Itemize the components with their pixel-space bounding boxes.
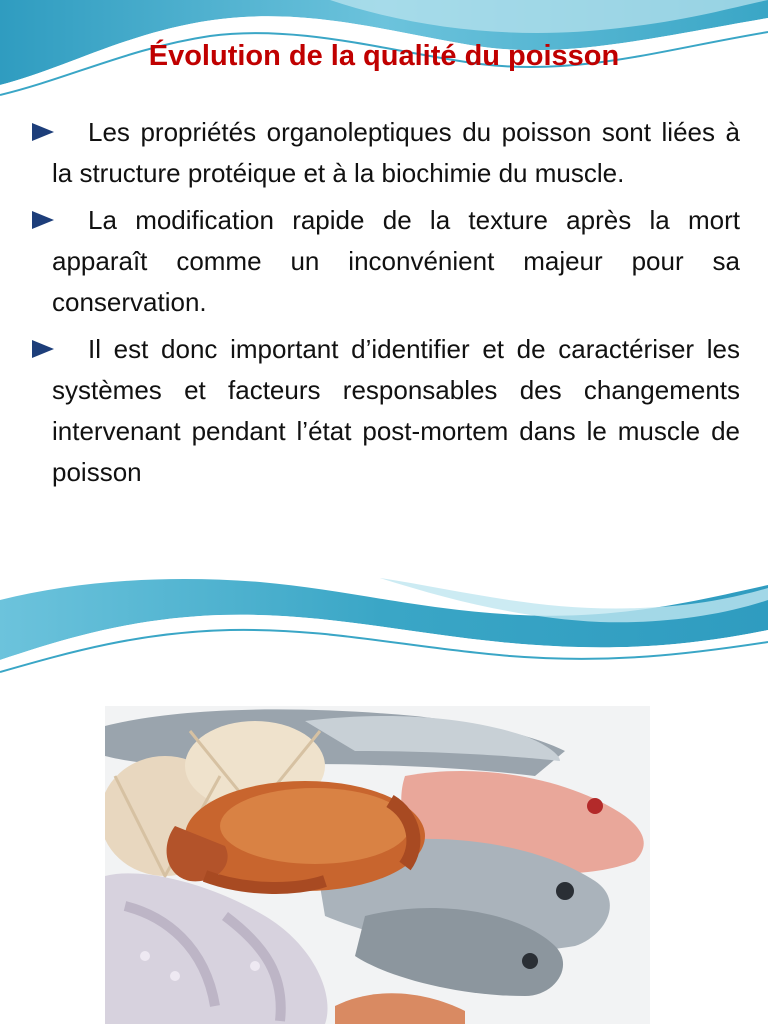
- bullet-text: Il est donc important d’identifier et de caractériser les systèmes et facteurs responsables des changements intervenant pendant l’état post-mortem dans le muscle de poisson: [52, 334, 740, 487]
- slide-title: Évolution de la qualité du poisson: [148, 40, 620, 72]
- triangle-bullet-icon: [32, 340, 54, 358]
- bullet-item: [30, 200, 740, 323]
- middle-wave-decoration: [0, 560, 768, 680]
- bullet-list: [30, 112, 740, 499]
- seafood-photo: [105, 706, 650, 1024]
- bullet-item: [30, 112, 740, 194]
- triangle-bullet-icon: [32, 123, 54, 141]
- triangle-bullet-icon: [32, 211, 54, 229]
- bullet-item: [30, 329, 740, 493]
- bullet-text: Les propriétés organoleptiques du poisson sont liées à la structure protéique et à la biochimie du muscle.: [52, 117, 740, 188]
- bullet-text: La modification rapide de la texture après la mort apparaît comme un inconvénient majeur pour sa conservation.: [52, 205, 740, 317]
